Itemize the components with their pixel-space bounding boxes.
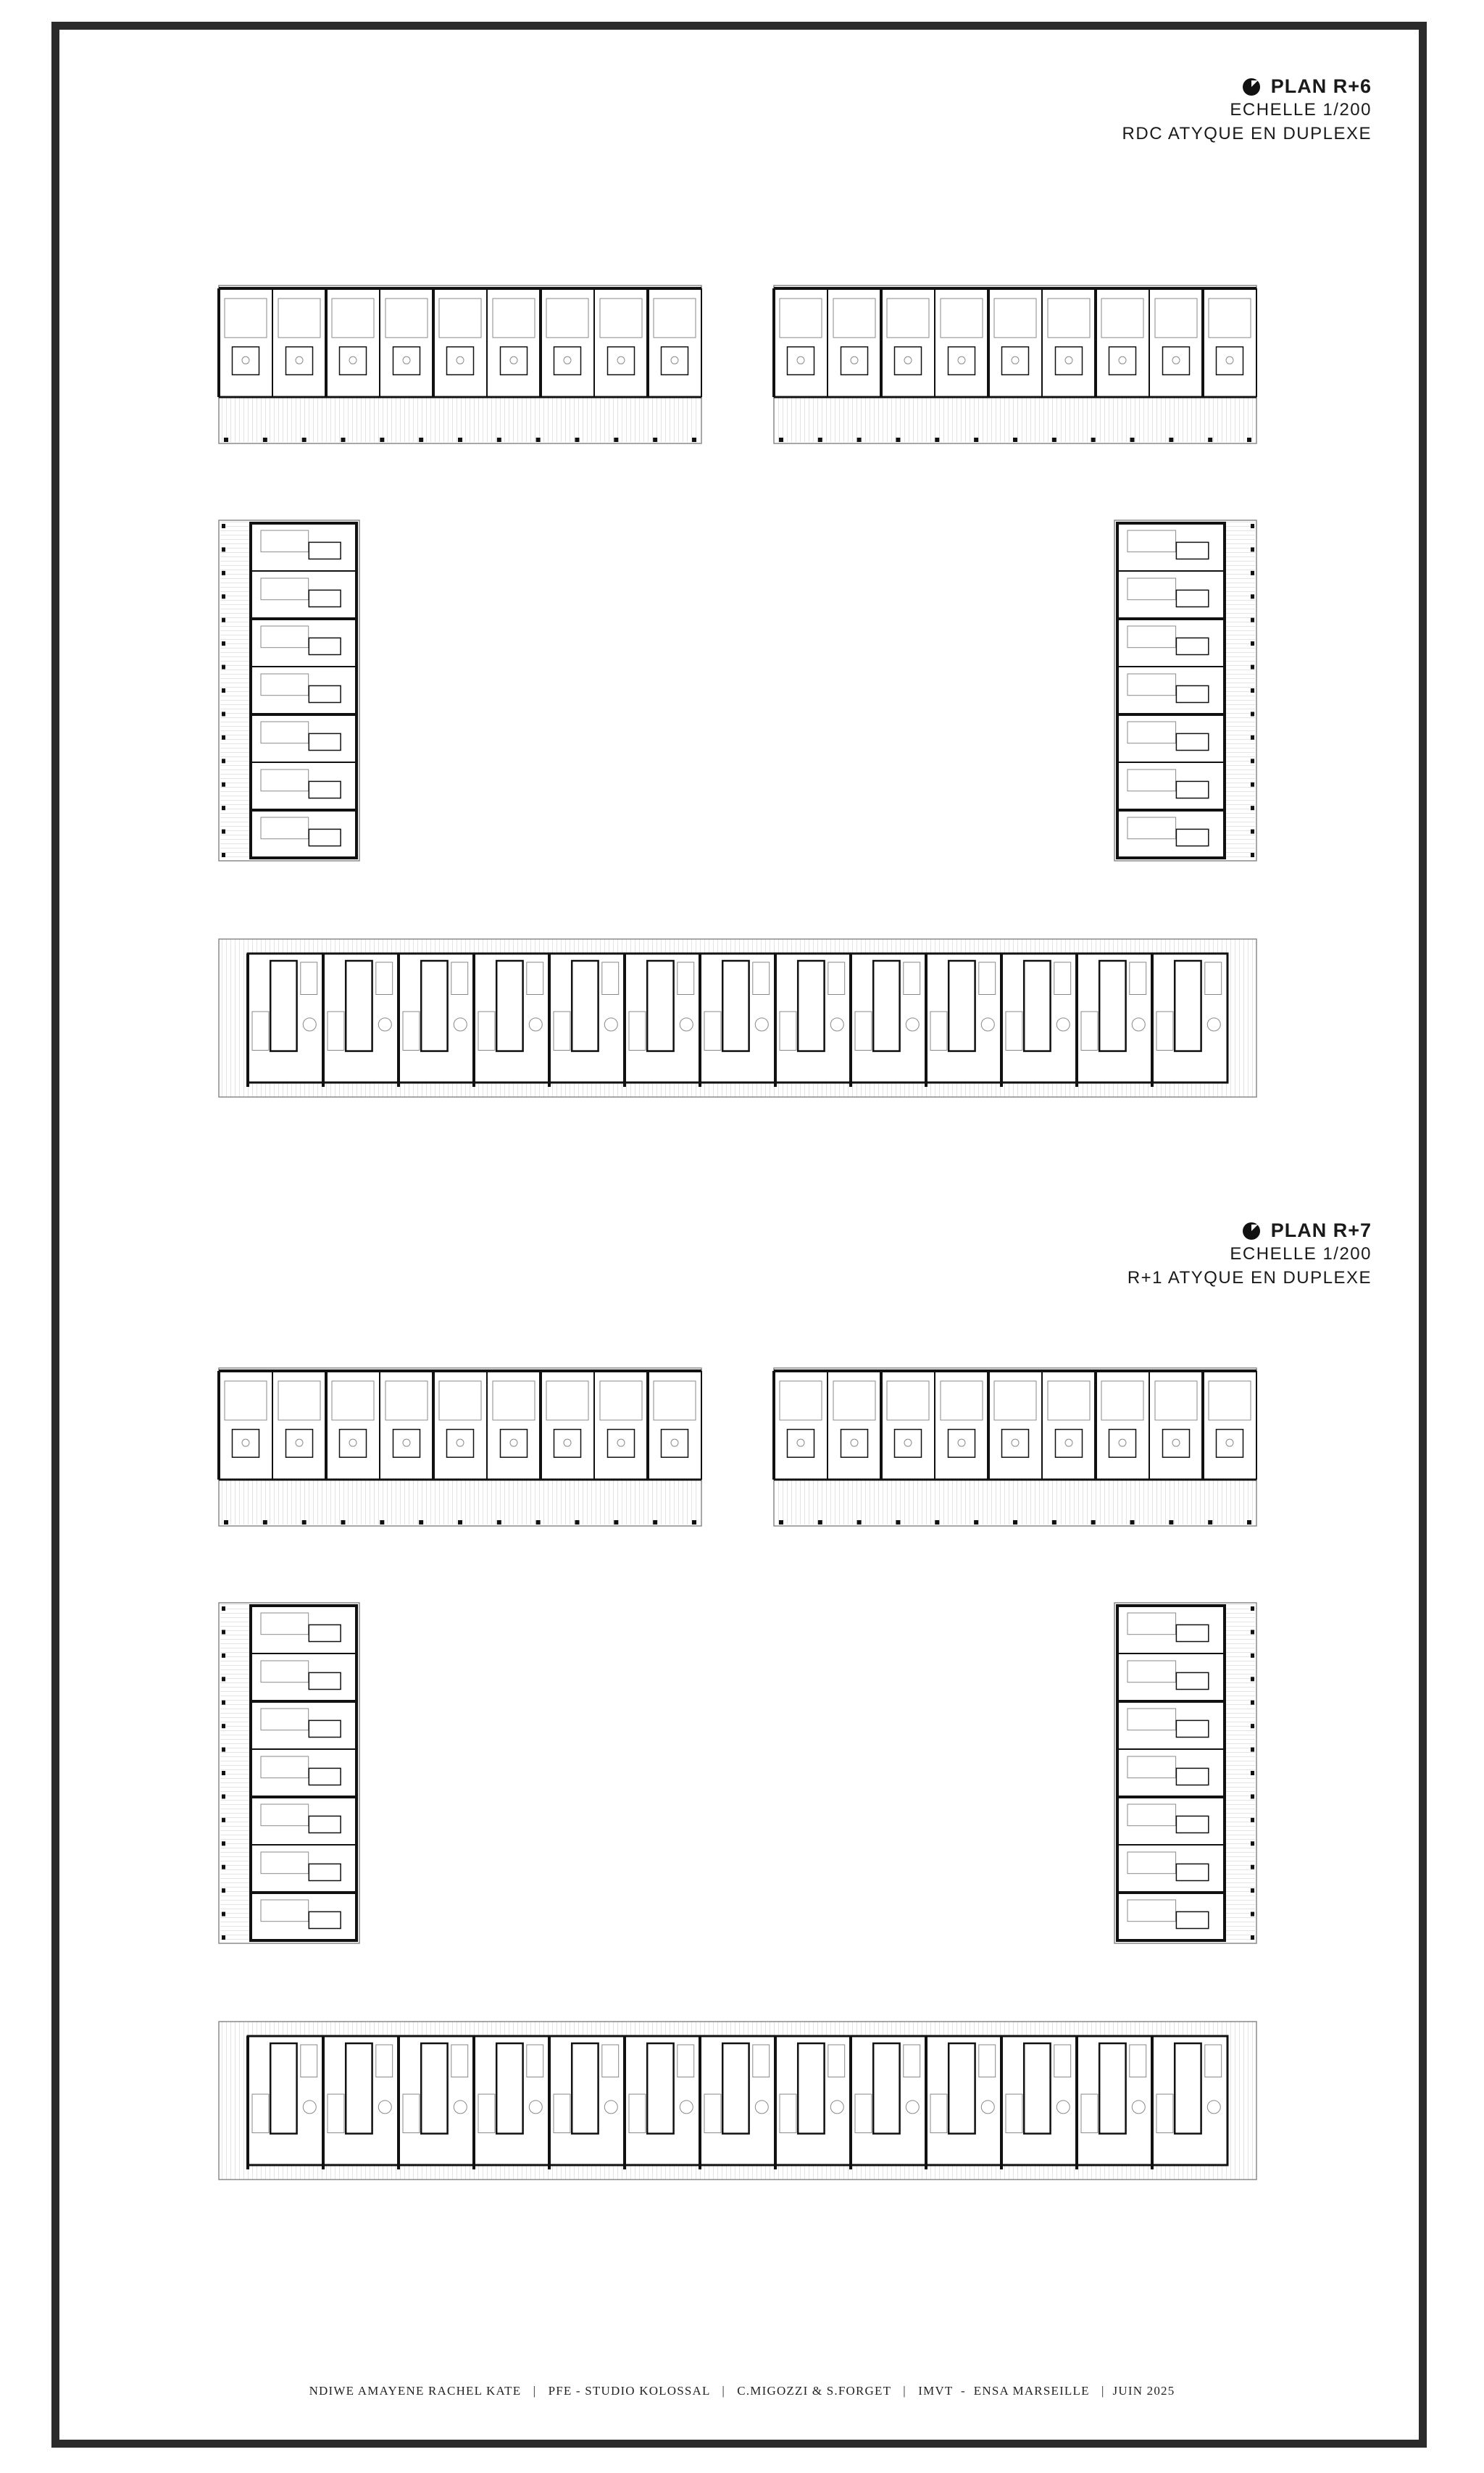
column bbox=[1091, 1520, 1096, 1525]
room-furniture bbox=[278, 1381, 320, 1420]
column bbox=[341, 1520, 346, 1525]
room-furniture bbox=[510, 1439, 517, 1446]
column bbox=[222, 783, 225, 787]
column bbox=[974, 438, 978, 442]
column bbox=[222, 641, 225, 646]
column bbox=[419, 1520, 423, 1525]
room-furniture bbox=[780, 299, 822, 338]
room-furniture bbox=[242, 356, 249, 364]
room-furniture bbox=[546, 1381, 588, 1420]
column bbox=[1251, 1818, 1254, 1822]
column bbox=[222, 1794, 225, 1798]
column bbox=[1251, 1653, 1254, 1658]
balcony-hatch bbox=[220, 397, 700, 442]
plan-r7-subtitle: R+1 ATYQUE EN DUPLEXE bbox=[1127, 1268, 1372, 1288]
column bbox=[818, 1520, 822, 1525]
room-furniture bbox=[958, 1439, 965, 1446]
room-furniture bbox=[1176, 590, 1208, 606]
column bbox=[1251, 1865, 1254, 1869]
room-furniture bbox=[1176, 685, 1208, 702]
column bbox=[1251, 688, 1254, 693]
room-furniture bbox=[1176, 1625, 1208, 1641]
room-furniture bbox=[554, 1430, 581, 1458]
room-furniture bbox=[564, 1439, 571, 1446]
room-furniture bbox=[309, 1625, 341, 1641]
footer-tutors: C.MIGOZZI & S.FORGET bbox=[737, 2384, 891, 2398]
room-furniture bbox=[296, 1439, 303, 1446]
room-furniture bbox=[841, 347, 868, 375]
room-furniture bbox=[608, 1430, 635, 1458]
column bbox=[1091, 438, 1096, 442]
room-furniture bbox=[788, 1430, 814, 1458]
column bbox=[222, 524, 225, 528]
room-furniture bbox=[332, 1381, 374, 1420]
room-furniture bbox=[286, 347, 313, 375]
room-furniture bbox=[385, 299, 428, 338]
column bbox=[1251, 665, 1254, 670]
column bbox=[222, 547, 225, 551]
room-furniture bbox=[904, 356, 912, 364]
room-furniture bbox=[309, 1864, 341, 1880]
room-furniture bbox=[662, 347, 688, 375]
room-furniture bbox=[1127, 770, 1176, 791]
column bbox=[818, 438, 822, 442]
room-furniture bbox=[887, 299, 929, 338]
column bbox=[1251, 1935, 1254, 1940]
plan-r7-title: PLAN R+7 bbox=[1270, 1219, 1372, 1241]
room-furniture bbox=[278, 299, 320, 338]
column bbox=[222, 1841, 225, 1846]
room-furniture bbox=[309, 829, 341, 846]
facade-wall bbox=[248, 954, 1227, 1083]
room-furniture bbox=[1209, 299, 1251, 338]
room-furniture bbox=[1048, 299, 1090, 338]
column bbox=[1251, 853, 1254, 857]
column bbox=[935, 1520, 939, 1525]
room-furniture bbox=[309, 1816, 341, 1832]
column bbox=[1251, 735, 1254, 740]
room-furniture bbox=[671, 1439, 678, 1446]
room-furniture bbox=[309, 1672, 341, 1689]
room-furniture bbox=[1119, 1439, 1126, 1446]
room-furniture bbox=[1209, 1381, 1251, 1420]
room-furniture bbox=[349, 356, 357, 364]
room-furniture bbox=[309, 1911, 341, 1928]
room-furniture bbox=[1176, 1864, 1208, 1880]
footer-separator: | bbox=[521, 2384, 549, 2398]
room-furniture bbox=[1155, 299, 1197, 338]
room-furniture bbox=[309, 733, 341, 750]
room-furniture bbox=[1127, 1852, 1176, 1874]
room-furniture bbox=[895, 347, 922, 375]
room-furniture bbox=[994, 299, 1036, 338]
column bbox=[1251, 618, 1254, 622]
room-furniture bbox=[1226, 356, 1233, 364]
column bbox=[302, 1520, 307, 1525]
room-furniture bbox=[941, 1381, 983, 1420]
room-furniture bbox=[403, 1439, 410, 1446]
column bbox=[653, 438, 657, 442]
column bbox=[222, 571, 225, 575]
room-furniture bbox=[994, 1381, 1036, 1420]
footer-school: IMVT - ENSA MARSEILLE bbox=[918, 2384, 1090, 2398]
room-furniture bbox=[447, 347, 474, 375]
room-furniture bbox=[1176, 1672, 1208, 1689]
room-furniture bbox=[671, 356, 678, 364]
room-furniture bbox=[1012, 1439, 1019, 1446]
room-furniture bbox=[261, 1661, 309, 1682]
column bbox=[896, 1520, 901, 1525]
column bbox=[222, 1865, 225, 1869]
footer-author: NDIWE AMAYENE RACHEL KATE bbox=[309, 2384, 522, 2398]
plan-r7-drawing bbox=[219, 1368, 1256, 2180]
column bbox=[1251, 712, 1254, 716]
room-furniture bbox=[1217, 1430, 1243, 1458]
column bbox=[1251, 1677, 1254, 1681]
balcony-hatch bbox=[775, 1480, 1255, 1525]
column bbox=[575, 438, 580, 442]
room-furniture bbox=[349, 1439, 357, 1446]
room-furniture bbox=[1163, 347, 1190, 375]
room-furniture bbox=[242, 1439, 249, 1446]
room-furniture bbox=[797, 356, 804, 364]
column bbox=[222, 712, 225, 716]
column bbox=[1251, 759, 1254, 763]
column bbox=[222, 1912, 225, 1917]
column bbox=[1247, 1520, 1251, 1525]
column bbox=[1251, 524, 1254, 528]
column bbox=[1208, 1520, 1212, 1525]
column bbox=[692, 438, 696, 442]
room-furniture bbox=[1127, 578, 1176, 600]
room-furniture bbox=[1176, 542, 1208, 559]
room-furniture bbox=[261, 1852, 309, 1874]
room-furniture bbox=[1127, 1900, 1176, 1922]
column bbox=[341, 438, 346, 442]
column bbox=[1251, 783, 1254, 787]
room-furniture bbox=[261, 1709, 309, 1730]
room-furniture bbox=[1127, 1756, 1176, 1778]
room-furniture bbox=[1163, 1430, 1190, 1458]
room-furniture bbox=[851, 356, 858, 364]
column bbox=[1130, 438, 1135, 442]
column bbox=[497, 1520, 501, 1525]
room-furniture bbox=[554, 347, 581, 375]
column bbox=[1251, 1841, 1254, 1846]
room-furniture bbox=[309, 638, 341, 654]
room-furniture bbox=[1127, 817, 1176, 839]
column bbox=[497, 438, 501, 442]
room-furniture bbox=[1056, 1430, 1083, 1458]
column bbox=[1251, 1701, 1254, 1705]
column bbox=[222, 594, 225, 599]
room-furniture bbox=[309, 1768, 341, 1785]
room-furniture bbox=[309, 542, 341, 559]
column bbox=[1013, 1520, 1017, 1525]
room-furniture bbox=[457, 1439, 464, 1446]
room-furniture bbox=[564, 356, 571, 364]
room-furniture bbox=[600, 1381, 642, 1420]
room-furniture bbox=[332, 299, 374, 338]
room-furniture bbox=[309, 685, 341, 702]
room-furniture bbox=[1048, 1381, 1090, 1420]
room-furniture bbox=[439, 299, 481, 338]
room-furniture bbox=[233, 347, 259, 375]
column bbox=[1251, 547, 1254, 551]
room-furniture bbox=[1155, 1381, 1197, 1420]
column bbox=[1251, 594, 1254, 599]
room-furniture bbox=[1176, 733, 1208, 750]
room-furniture bbox=[296, 356, 303, 364]
room-furniture bbox=[841, 1430, 868, 1458]
room-furniture bbox=[662, 1430, 688, 1458]
column bbox=[857, 438, 862, 442]
plan-r7-scale: ECHELLE 1/200 bbox=[1230, 1244, 1372, 1264]
room-furniture bbox=[1176, 1720, 1208, 1737]
column bbox=[419, 438, 423, 442]
balcony-hatch bbox=[220, 1480, 700, 1525]
room-furniture bbox=[493, 299, 535, 338]
column bbox=[222, 1653, 225, 1658]
column bbox=[222, 1748, 225, 1752]
column bbox=[222, 1724, 225, 1728]
column bbox=[779, 438, 783, 442]
column bbox=[857, 1520, 862, 1525]
room-furniture bbox=[1101, 1381, 1143, 1420]
room-furniture bbox=[225, 299, 267, 338]
column bbox=[1251, 806, 1254, 810]
room-furniture bbox=[1127, 1804, 1176, 1826]
column bbox=[653, 1520, 657, 1525]
room-furniture bbox=[393, 347, 420, 375]
room-furniture bbox=[1217, 347, 1243, 375]
column bbox=[380, 438, 384, 442]
column bbox=[222, 1818, 225, 1822]
column bbox=[536, 438, 541, 442]
room-furniture bbox=[1127, 530, 1176, 552]
room-furniture bbox=[1127, 722, 1176, 743]
room-furniture bbox=[501, 347, 528, 375]
room-furniture bbox=[895, 1430, 922, 1458]
room-furniture bbox=[780, 1381, 822, 1420]
room-furniture bbox=[1127, 674, 1176, 696]
room-furniture bbox=[617, 356, 625, 364]
column bbox=[222, 688, 225, 693]
room-furniture bbox=[1002, 347, 1029, 375]
room-furniture bbox=[233, 1430, 259, 1458]
room-furniture bbox=[261, 1900, 309, 1922]
column bbox=[974, 1520, 978, 1525]
room-furniture bbox=[1012, 356, 1019, 364]
balcony-hatch bbox=[775, 397, 1255, 442]
column bbox=[575, 1520, 580, 1525]
column bbox=[614, 1520, 618, 1525]
room-furniture bbox=[493, 1381, 535, 1420]
column bbox=[222, 853, 225, 857]
room-furniture bbox=[1056, 347, 1083, 375]
room-furniture bbox=[261, 674, 309, 696]
column bbox=[222, 1888, 225, 1893]
column bbox=[222, 1701, 225, 1705]
column bbox=[935, 438, 939, 442]
room-furniture bbox=[1109, 347, 1136, 375]
room-furniture bbox=[340, 347, 367, 375]
column bbox=[1251, 1912, 1254, 1917]
room-furniture bbox=[261, 1756, 309, 1778]
plan-r6-title: PLAN R+6 bbox=[1270, 75, 1372, 97]
room-furniture bbox=[833, 299, 875, 338]
room-furniture bbox=[788, 347, 814, 375]
room-furniture bbox=[1226, 1439, 1233, 1446]
column bbox=[263, 1520, 267, 1525]
room-furniture bbox=[1101, 299, 1143, 338]
column bbox=[1208, 438, 1212, 442]
column bbox=[1052, 438, 1056, 442]
room-furniture bbox=[797, 1439, 804, 1446]
column bbox=[1130, 1520, 1135, 1525]
room-furniture bbox=[654, 299, 696, 338]
column bbox=[222, 1630, 225, 1634]
column bbox=[458, 1520, 462, 1525]
room-furniture bbox=[1127, 1613, 1176, 1635]
column bbox=[222, 618, 225, 622]
room-furniture bbox=[385, 1381, 428, 1420]
room-furniture bbox=[309, 781, 341, 798]
room-furniture bbox=[261, 1804, 309, 1826]
room-furniture bbox=[1109, 1430, 1136, 1458]
room-furniture bbox=[608, 347, 635, 375]
column bbox=[1169, 438, 1173, 442]
room-furniture bbox=[501, 1430, 528, 1458]
room-furniture bbox=[261, 578, 309, 600]
room-furniture bbox=[439, 1381, 481, 1420]
facade-wall bbox=[248, 2036, 1227, 2165]
room-furniture bbox=[941, 299, 983, 338]
column bbox=[222, 665, 225, 670]
room-furniture bbox=[1172, 356, 1180, 364]
column bbox=[692, 1520, 696, 1525]
column bbox=[1013, 438, 1017, 442]
room-furniture bbox=[949, 347, 975, 375]
room-furniture bbox=[617, 1439, 625, 1446]
room-furniture bbox=[1176, 1816, 1208, 1832]
footer-separator: | bbox=[709, 2384, 738, 2398]
room-furniture bbox=[654, 1381, 696, 1420]
room-furniture bbox=[286, 1430, 313, 1458]
room-furniture bbox=[851, 1439, 858, 1446]
room-furniture bbox=[1176, 1911, 1208, 1928]
footer-separator: | bbox=[891, 2384, 919, 2398]
room-furniture bbox=[600, 299, 642, 338]
column bbox=[1052, 1520, 1056, 1525]
column bbox=[222, 806, 225, 810]
footer-credits bbox=[0, 2384, 1484, 2398]
room-furniture bbox=[261, 626, 309, 648]
room-furniture bbox=[1119, 356, 1126, 364]
plan-r6-subtitle: RDC ATYQUE EN DUPLEXE bbox=[1122, 124, 1372, 143]
column bbox=[263, 438, 267, 442]
column bbox=[222, 830, 225, 834]
column bbox=[222, 1677, 225, 1681]
column bbox=[1251, 1888, 1254, 1893]
room-furniture bbox=[447, 1430, 474, 1458]
room-furniture bbox=[1176, 638, 1208, 654]
room-furniture bbox=[1065, 1439, 1072, 1446]
room-furniture bbox=[958, 356, 965, 364]
column bbox=[1251, 1606, 1254, 1611]
column bbox=[222, 759, 225, 763]
column bbox=[536, 1520, 541, 1525]
room-furniture bbox=[1172, 1439, 1180, 1446]
room-furniture bbox=[1127, 626, 1176, 648]
room-furniture bbox=[1176, 781, 1208, 798]
room-furniture bbox=[887, 1381, 929, 1420]
room-furniture bbox=[403, 356, 410, 364]
column bbox=[302, 438, 307, 442]
room-furniture bbox=[904, 1439, 912, 1446]
room-furniture bbox=[1127, 1709, 1176, 1730]
room-furniture bbox=[309, 1720, 341, 1737]
room-furniture bbox=[261, 770, 309, 791]
room-furniture bbox=[949, 1430, 975, 1458]
column bbox=[1169, 1520, 1173, 1525]
room-furniture bbox=[1176, 1768, 1208, 1785]
column bbox=[222, 1935, 225, 1940]
column bbox=[222, 1606, 225, 1611]
column bbox=[614, 438, 618, 442]
room-furniture bbox=[1176, 829, 1208, 846]
room-furniture bbox=[1065, 356, 1072, 364]
column bbox=[1251, 1748, 1254, 1752]
column bbox=[1251, 1771, 1254, 1775]
footer-project: PFE - STUDIO KOLOSSAL bbox=[548, 2384, 710, 2398]
plan-r6-drawing bbox=[219, 285, 1256, 1097]
room-furniture bbox=[393, 1430, 420, 1458]
column bbox=[1251, 1724, 1254, 1728]
room-furniture bbox=[309, 590, 341, 606]
column bbox=[1247, 438, 1251, 442]
column bbox=[1251, 571, 1254, 575]
column bbox=[896, 438, 901, 442]
column bbox=[1251, 641, 1254, 646]
room-furniture bbox=[261, 722, 309, 743]
room-furniture bbox=[546, 299, 588, 338]
column bbox=[222, 1771, 225, 1775]
room-furniture bbox=[340, 1430, 367, 1458]
column bbox=[224, 1520, 228, 1525]
column bbox=[222, 735, 225, 740]
room-furniture bbox=[1002, 1430, 1029, 1458]
room-furniture bbox=[225, 1381, 267, 1420]
column bbox=[1251, 830, 1254, 834]
room-furniture bbox=[833, 1381, 875, 1420]
column bbox=[1251, 1630, 1254, 1634]
plan-r6-scale: ECHELLE 1/200 bbox=[1230, 100, 1372, 120]
column bbox=[458, 438, 462, 442]
room-furniture bbox=[510, 356, 517, 364]
room-furniture bbox=[261, 817, 309, 839]
column bbox=[1251, 1794, 1254, 1798]
column bbox=[380, 1520, 384, 1525]
room-furniture bbox=[457, 356, 464, 364]
room-furniture bbox=[261, 530, 309, 552]
footer-date: | JUIN 2025 bbox=[1089, 2384, 1175, 2398]
column bbox=[224, 438, 228, 442]
column bbox=[779, 1520, 783, 1525]
room-furniture bbox=[261, 1613, 309, 1635]
room-furniture bbox=[1127, 1661, 1176, 1682]
